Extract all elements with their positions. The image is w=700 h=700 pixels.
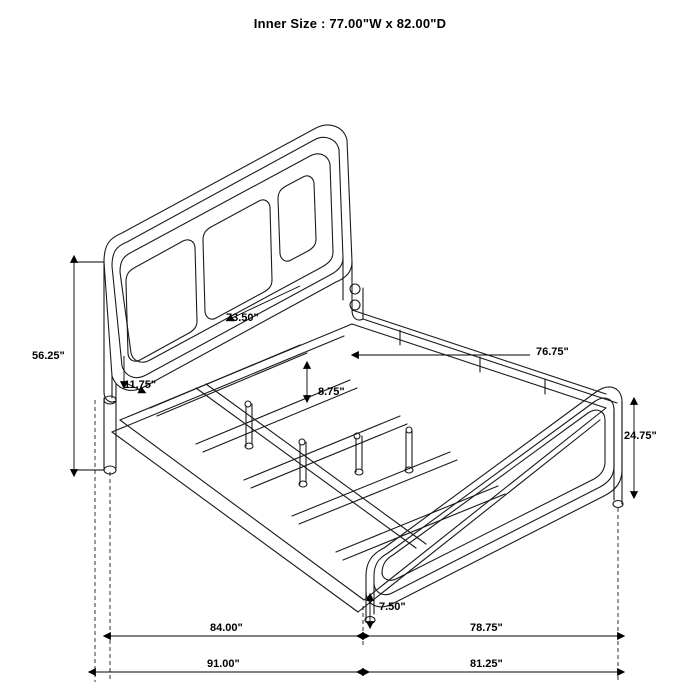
label-footboard-clearance: 7.50" — [379, 601, 406, 613]
headboard-outline — [104, 125, 352, 390]
label-length-upper-right: 78.75" — [470, 622, 503, 634]
center-beam-bottom — [206, 384, 426, 544]
slat-1 — [150, 345, 300, 408]
near-rail-top — [120, 420, 364, 600]
headboard-left-foot — [104, 396, 116, 404]
center-leg-2 — [300, 442, 306, 484]
label-headboard-panel-width: 73.50" — [226, 312, 259, 324]
label-length-lower-left: 91.00" — [207, 658, 240, 670]
baseline-dimensions — [95, 636, 618, 672]
foot-end-deck — [364, 408, 606, 600]
footboard-right-post — [614, 402, 622, 470]
label-lower-rail: 11.75" — [124, 379, 157, 391]
label-headboard-height: 56.25" — [32, 350, 65, 362]
page-title: Inner Size : 77.00"W x 82.00"D — [253, 16, 447, 31]
beam-joint-4 — [406, 427, 412, 433]
label-slat-height: 8.75" — [318, 386, 345, 398]
label-length-upper-left: 84.00" — [210, 622, 243, 634]
headboard-cushion-left — [126, 240, 197, 361]
headboard-cushion-right — [278, 176, 316, 261]
center-leg-4 — [406, 430, 412, 470]
side-rail-outer-far — [363, 319, 617, 403]
label-side-rail-depth: 76.75" — [536, 346, 569, 358]
beam-joint-1 — [245, 401, 251, 407]
center-leg-3 — [356, 436, 362, 472]
headboard-cushion-center — [203, 200, 272, 319]
label-length-lower-right: 81.25" — [470, 658, 503, 670]
label-footboard-height: 24.75" — [624, 430, 657, 442]
dimension-lines — [74, 262, 634, 622]
beam-joint-2 — [299, 439, 305, 445]
slat-4b — [299, 460, 457, 524]
side-rail-bottom-far — [352, 324, 606, 408]
far-rail-supports — [400, 330, 545, 394]
slat-1b — [157, 353, 307, 416]
